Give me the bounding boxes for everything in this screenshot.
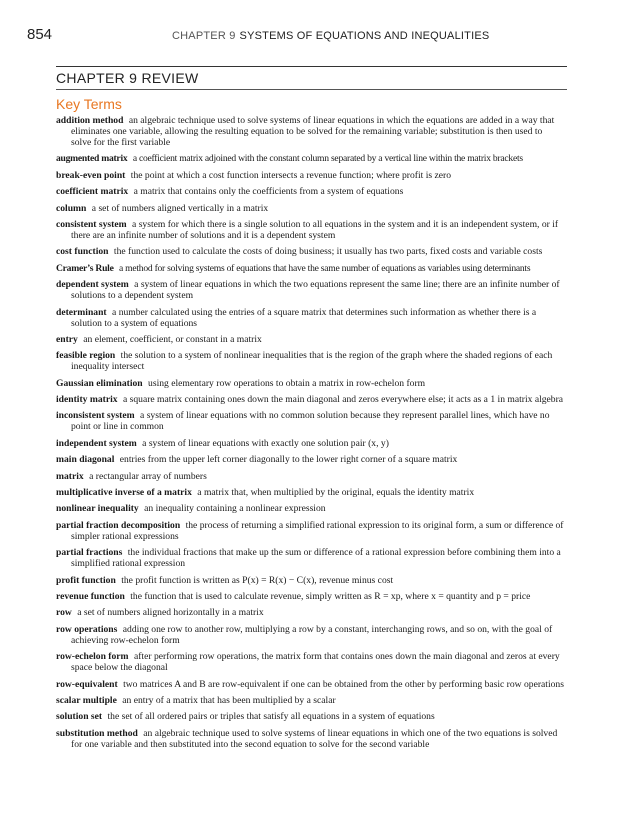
term-definition: a system for which there is a single solution to all equations in the system and it is an independent system, or if there are an infinite number of solutions and it is a dependent system xyxy=(71,218,559,241)
glossary-entry xyxy=(56,624,564,646)
term-definition: a method for solving systems of equations that have the same number of equations as variables using determinants xyxy=(118,262,531,274)
term-definition: a matrix that contains only the coefficients from a system of equations xyxy=(133,186,404,198)
term-definition: a system of linear equations with no common solution because they represent parallel lines, which have no point or line in common xyxy=(71,410,550,433)
term-name: Gaussian elimination xyxy=(56,377,143,389)
glossary-entry xyxy=(56,219,564,241)
term-definition: a matrix that, when multiplied by the original, equals the identity matrix xyxy=(197,487,475,499)
glossary-entry xyxy=(56,378,564,389)
term-definition: the function used to calculate the costs of doing business; it usually has two parts, fixed costs and variable costs xyxy=(113,246,543,258)
key-terms-heading: Key Terms xyxy=(56,96,122,112)
chapter-title: SYSTEMS OF EQUATIONS AND INEQUALITIES xyxy=(239,30,490,42)
term-definition: an element, coefficient, or constant in a matrix xyxy=(83,333,262,345)
term-name: addition method xyxy=(56,115,124,126)
term-name: substitution method xyxy=(56,727,138,739)
term-name: break-even point xyxy=(56,169,126,181)
glossary-entry xyxy=(56,263,564,274)
glossary-entry xyxy=(56,607,564,618)
glossary-entry xyxy=(56,728,564,750)
glossary-entry xyxy=(56,246,564,257)
term-name: main diagonal xyxy=(56,454,115,466)
glossary-entry xyxy=(56,547,564,569)
glossary-entry xyxy=(56,487,564,498)
term-name: cost function xyxy=(56,246,109,258)
term-definition: a set of numbers aligned vertically in a matrix xyxy=(91,202,269,214)
term-definition: the set of all ordered pairs or triples that satisfy all equations in a system of equations xyxy=(107,711,435,723)
running-head xyxy=(172,30,489,42)
key-terms-list xyxy=(56,115,564,755)
term-name: Cramer’s Rule xyxy=(56,262,114,274)
term-definition: the process of returning a simplified rational expression to its original form, a sum or difference of simpler rational expressions xyxy=(71,519,564,542)
term-name: dependent system xyxy=(56,279,129,291)
term-name: row xyxy=(56,607,72,619)
chapter-label: CHAPTER 9 xyxy=(172,30,236,42)
glossary-entry xyxy=(56,307,564,329)
term-definition: adding one row to another row, multiplying a row by a constant, interchanging rows, and so on, with the goal of achieving row-echelon form xyxy=(71,623,553,646)
term-name: matrix xyxy=(56,470,84,482)
term-name: inconsistent system xyxy=(56,410,135,422)
term-definition: after performing row operations, the matrix form that contains ones down the main diagonal and zeros at every space below the diagonal xyxy=(71,651,560,674)
glossary-entry xyxy=(56,651,564,673)
top-rule xyxy=(56,66,567,67)
term-definition: the individual fractions that make up the sum or difference of a rational expression before combining them into a simplified rational expression xyxy=(71,547,561,570)
term-name: scalar multiple xyxy=(56,694,117,706)
glossary-entry xyxy=(56,520,564,542)
glossary-entry xyxy=(56,454,564,465)
glossary-entry xyxy=(56,410,564,432)
glossary-entry xyxy=(56,350,564,372)
glossary-entry xyxy=(56,153,564,164)
term-definition: the function that is used to calculate revenue, simply written as R = xp, where x = quantity and p = price xyxy=(130,590,531,602)
term-name: augmented matrix xyxy=(56,153,128,165)
glossary-entry xyxy=(56,679,564,690)
term-name: column xyxy=(56,202,87,214)
term-definition: a rectangular array of numbers xyxy=(89,470,207,482)
term-name: determinant xyxy=(56,306,107,318)
glossary-entry xyxy=(56,711,564,722)
glossary-entry xyxy=(56,575,564,586)
term-definition: the solution to a system of nonlinear inequalities that is the region of the graph where the shaded regions of each inequality intersect xyxy=(71,350,553,373)
term-name: row-echelon form xyxy=(56,651,129,663)
term-definition: a set of numbers aligned horizontally in a matrix xyxy=(77,607,264,619)
term-name: multiplicative inverse of a matrix xyxy=(56,487,192,499)
term-definition: the profit function is written as P(x) = R(x) − C(x), revenue minus cost xyxy=(121,574,394,586)
term-definition: the point at which a cost function intersects a revenue function; where profit is zero xyxy=(130,169,452,181)
term-definition: an algebraic technique used to solve systems of linear equations in which the equations are added in a way that eliminates one variable, allowing the resulting equation to be solved for the remaining variable; substitution is then used to solve for the first variable xyxy=(71,115,555,148)
term-name: nonlinear inequality xyxy=(56,503,139,515)
glossary-entry xyxy=(56,591,564,602)
term-definition: an inequality containing a nonlinear expression xyxy=(144,503,326,515)
term-definition: a number calculated using the entries of a square matrix that determines such information as whether there is a solution to a system of equations xyxy=(71,306,537,329)
glossary-entry xyxy=(56,186,564,197)
glossary-entry xyxy=(56,170,564,181)
term-name: identity matrix xyxy=(56,394,118,406)
term-name: revenue function xyxy=(56,590,125,602)
term-name: partial fraction decomposition xyxy=(56,519,181,531)
term-name: partial fractions xyxy=(56,547,123,559)
glossary-entry xyxy=(56,438,564,449)
glossary-entry xyxy=(56,203,564,214)
review-title: CHAPTER 9 REVIEW xyxy=(56,70,199,86)
term-definition: an entry of a matrix that has been multiplied by a scalar xyxy=(122,694,336,706)
title-rule xyxy=(56,89,567,90)
term-definition: two matrices A and B are row-equivalent if one can be obtained from the other by performing basic row operations xyxy=(123,678,564,690)
term-definition: a system of linear equations with exactly one solution pair (x, y) xyxy=(142,437,389,449)
glossary-entry xyxy=(56,503,564,514)
term-definition: entries from the upper left corner diagonally to the lower right corner of a square matrix xyxy=(119,454,458,466)
term-name: profit function xyxy=(56,574,116,586)
glossary-entry xyxy=(56,279,564,301)
term-name: consistent system xyxy=(56,218,127,230)
page-number: 854 xyxy=(27,26,53,43)
term-name: entry xyxy=(56,333,78,345)
glossary-entry xyxy=(56,394,564,405)
term-name: row-equivalent xyxy=(56,678,118,690)
glossary-entry xyxy=(56,471,564,482)
term-name: independent system xyxy=(56,437,137,449)
term-name: solution set xyxy=(56,711,103,723)
glossary-entry xyxy=(56,115,564,148)
term-name: row operations xyxy=(56,623,118,635)
term-name: coefficient matrix xyxy=(56,186,129,198)
term-definition: using elementary row operations to obtain a matrix in row-echelon form xyxy=(148,377,426,389)
glossary-entry xyxy=(56,695,564,706)
term-name: feasible region xyxy=(56,350,116,362)
term-definition: a system of linear equations in which the two equations represent the same line; there are an infinite number of solutions to a dependent system xyxy=(71,279,560,302)
glossary-entry xyxy=(56,334,564,345)
term-definition: a coefficient matrix adjoined with the constant column separated by a vertical line within the matrix brackets xyxy=(132,153,523,165)
term-definition: a square matrix containing ones down the main diagonal and zeros everywhere else; it acts as a 1 in matrix algebra xyxy=(122,394,564,406)
term-definition: an algebraic technique used to solve systems of linear equations in which one of the two equations is solved for one variable and then substituted into the second equation to solve for the second variable xyxy=(71,727,558,750)
